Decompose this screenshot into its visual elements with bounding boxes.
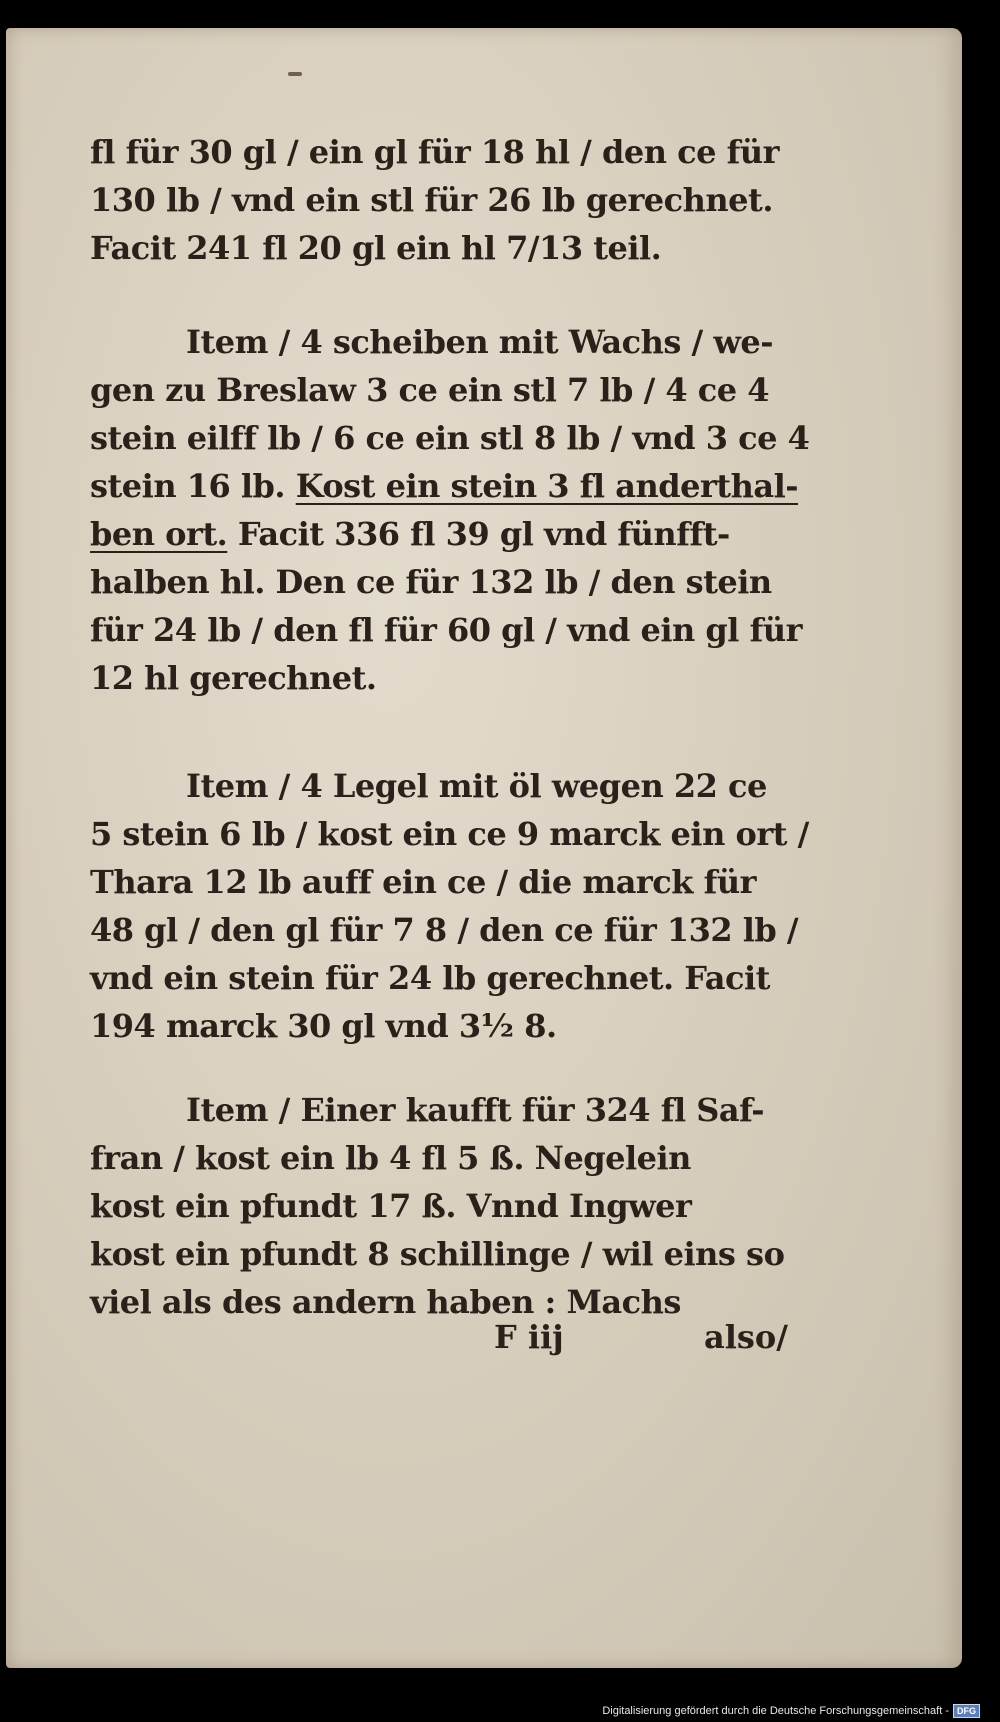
text-line: 130 lb / vnd ein stl für 26 lb gerechnet. xyxy=(90,181,773,219)
text-line: 194 marck 30 gl vnd 3½ 8. xyxy=(90,1007,557,1045)
text-line xyxy=(90,510,810,558)
paragraph-2 xyxy=(90,318,810,702)
text-line: für 24 lb / den fl für 60 gl / vnd ein gl für xyxy=(90,611,802,649)
text-line: halben hl. Den ce für 132 lb / den stein xyxy=(90,563,772,601)
footer-credit xyxy=(602,1704,980,1718)
signature-mark: F iij xyxy=(494,1318,564,1356)
text-fragment: stein 16 lb. xyxy=(90,467,286,505)
underlined-fragment: ben ort. xyxy=(90,515,228,553)
text-line: kost ein pfundt 17 ß. Vnnd Ingwer xyxy=(90,1187,692,1225)
text-line: viel als des andern haben : Machs xyxy=(90,1283,681,1321)
text-line xyxy=(90,462,810,510)
text-line: kost ein pfundt 8 schillinge / wil eins so xyxy=(90,1235,785,1273)
paragraph-4 xyxy=(90,1086,810,1326)
text-line: Item / Einer kaufft für 324 fl Saf- xyxy=(186,1091,765,1129)
text-line: Facit 241 fl 20 gl ein hl 7/13 teil. xyxy=(90,229,662,267)
book-page xyxy=(6,28,962,1668)
text-line: 5 stein 6 lb / kost ein ce 9 marck ein ort / xyxy=(90,815,809,853)
text-line: 48 gl / den gl für 7 8 / den ce für 132 lb / xyxy=(90,911,799,949)
paragraph-3 xyxy=(90,762,810,1050)
dfg-logo: DFG xyxy=(953,1704,980,1718)
text-line: Thara 12 lb auff ein ce / die marck für xyxy=(90,863,756,901)
text-line: fran / kost ein lb 4 fl 5 ß. Negelein xyxy=(90,1139,691,1177)
catchword: also/ xyxy=(704,1318,788,1356)
text-line: stein eilff lb / 6 ce ein stl 8 lb / vnd 3 ce 4 xyxy=(90,419,810,457)
text-fragment: Facit 336 fl 39 gl vnd fünfft- xyxy=(237,515,730,553)
footer-text: Digitalisierung gefördert durch die Deutsche Forschungsgemeinschaft - xyxy=(602,1705,949,1717)
text-line: Item / 4 Legel mit öl wegen 22 ce xyxy=(186,767,767,805)
ink-mark xyxy=(288,72,302,76)
text-line: vnd ein stein für 24 lb gerechnet. Facit xyxy=(90,959,770,997)
paragraph-1 xyxy=(90,128,810,272)
underlined-fragment: Kost ein stein 3 fl anderthal- xyxy=(295,467,799,505)
text-line: fl für 30 gl / ein gl für 18 hl / den ce für xyxy=(90,133,779,171)
text-line: gen zu Breslaw 3 ce ein stl 7 lb / 4 ce 4 xyxy=(90,371,770,409)
text-line: 12 hl gerechnet. xyxy=(90,659,377,697)
text-line: Item / 4 scheiben mit Wachs / we- xyxy=(186,323,774,361)
